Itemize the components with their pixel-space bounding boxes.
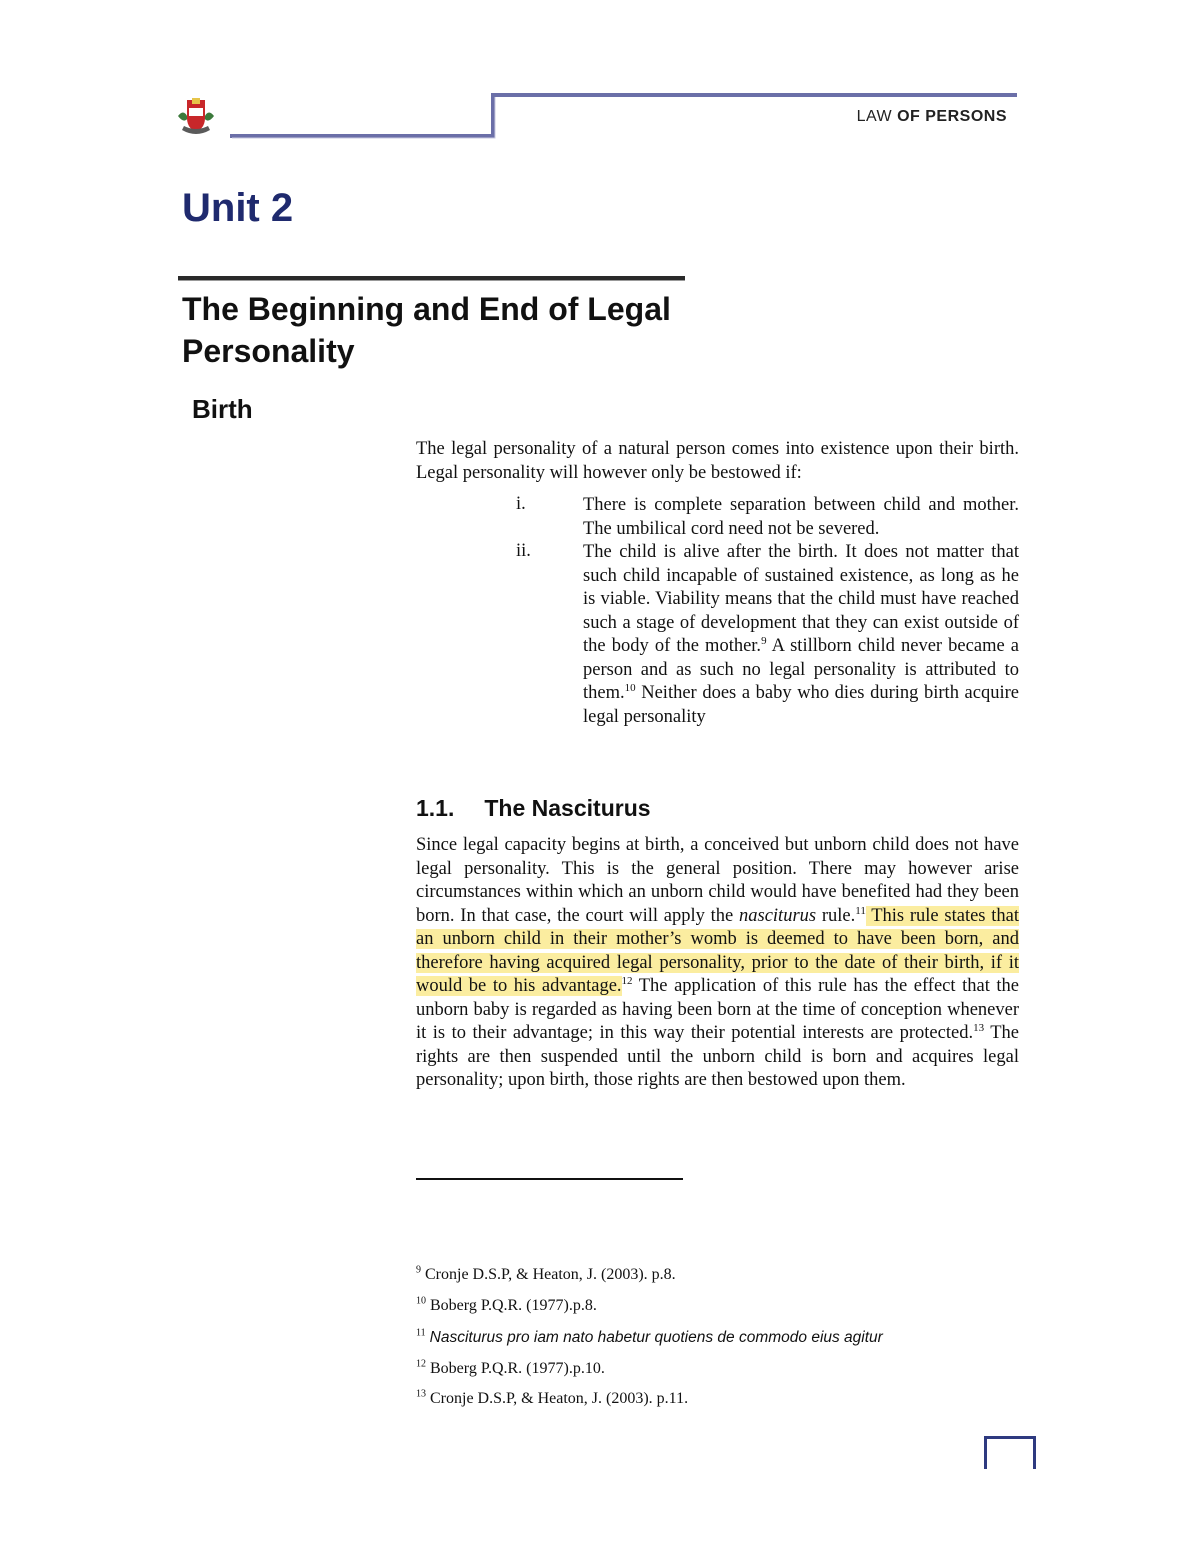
list-number: ii. xyxy=(516,541,531,561)
running-header: LAW OF PERSONS xyxy=(856,108,1007,125)
footnote: $^{12}$ Boberg P.Q.R. (1977).p.10. xyxy=(416,1358,605,1377)
page-number-box xyxy=(984,1436,1036,1469)
footnote-ref[interactable]: 10 xyxy=(624,681,636,694)
highlighted-text: This rule states that an unborn child in their mother’s womb is deemed to have been born, and therefore having acquired legal personality, prior to the date of their birth, if it would be to his advantage. xyxy=(416,905,1019,996)
footnote-separator xyxy=(416,1178,683,1180)
subsection-heading: 1.1. The Nasciturus xyxy=(416,795,651,821)
header-decorative-lines xyxy=(0,0,1200,160)
footnote: $^{13}$ Cronje D.S.P, & Heaton, J. (2003). p.11. xyxy=(416,1388,689,1407)
footnote: $^{11}$ Nasciturus pro iam nato habetur quotiens de commodo eius agitur xyxy=(416,1327,883,1346)
list-item: There is complete separation between child and mother. The umbilical cord need not be severed. xyxy=(583,495,1019,539)
footnote-ref[interactable]: 13 xyxy=(973,1021,985,1034)
footnote-ref[interactable]: 11 xyxy=(855,904,866,917)
footnote-ref[interactable]: 12 xyxy=(621,974,633,987)
footnote: $^9$ Cronje D.S.P, & Heaton, J. (2003). p.8. xyxy=(416,1264,676,1283)
footnote: $^{10}$ Boberg P.Q.R. (1977).p.8. xyxy=(416,1295,597,1314)
list-item: The child is alive after the birth. It does not matter that such child incapable of sustained existence, as long as he is viable. Viability means that the child must have reached such a stage of development that they can exist outside of the body of the mother.$^9$ A stillborn child never became a person and as such no legal personality is attributed to them.$^{10}$ Neither does a baby who dies during birth acquire legal personality xyxy=(583,542,1019,727)
unit-label: Unit 2 xyxy=(182,186,294,230)
section-heading-birth: Birth xyxy=(192,394,253,424)
footnote-ref[interactable]: 9 xyxy=(761,634,767,647)
intro-paragraph: The legal personality of a natural person comes into existence upon their birth. Legal personality will however only be bestowed if: xyxy=(416,439,1019,483)
title-divider xyxy=(178,276,685,281)
chapter-title: The Beginning and End of Legal Personality xyxy=(182,291,671,369)
nasciturus-paragraph: Since legal capacity begins at birth, a conceived but unborn child does not have legal personality. This is the general position. There may however arise circumstances within which an unborn child would have benefited had they been born. In that case, the court will apply the nasciturus rule.$^{11}$ This rule states that an unborn child in their mother’s womb is deemed to have been born, and therefore having acquired legal personality, prior to the date of their birth, if it would be to his advantage.$^{12}$ The application of this rule has the effect that the unborn baby is regarded as having been born at the time of conception whenever it is to their advantage; in this way their potential interests are protected.$^{13}$ The rights are then suspended until the unborn child is born and acquires legal personality; upon birth, those rights are then bestowed upon them. xyxy=(416,835,1019,1090)
list-number: i. xyxy=(516,494,526,514)
